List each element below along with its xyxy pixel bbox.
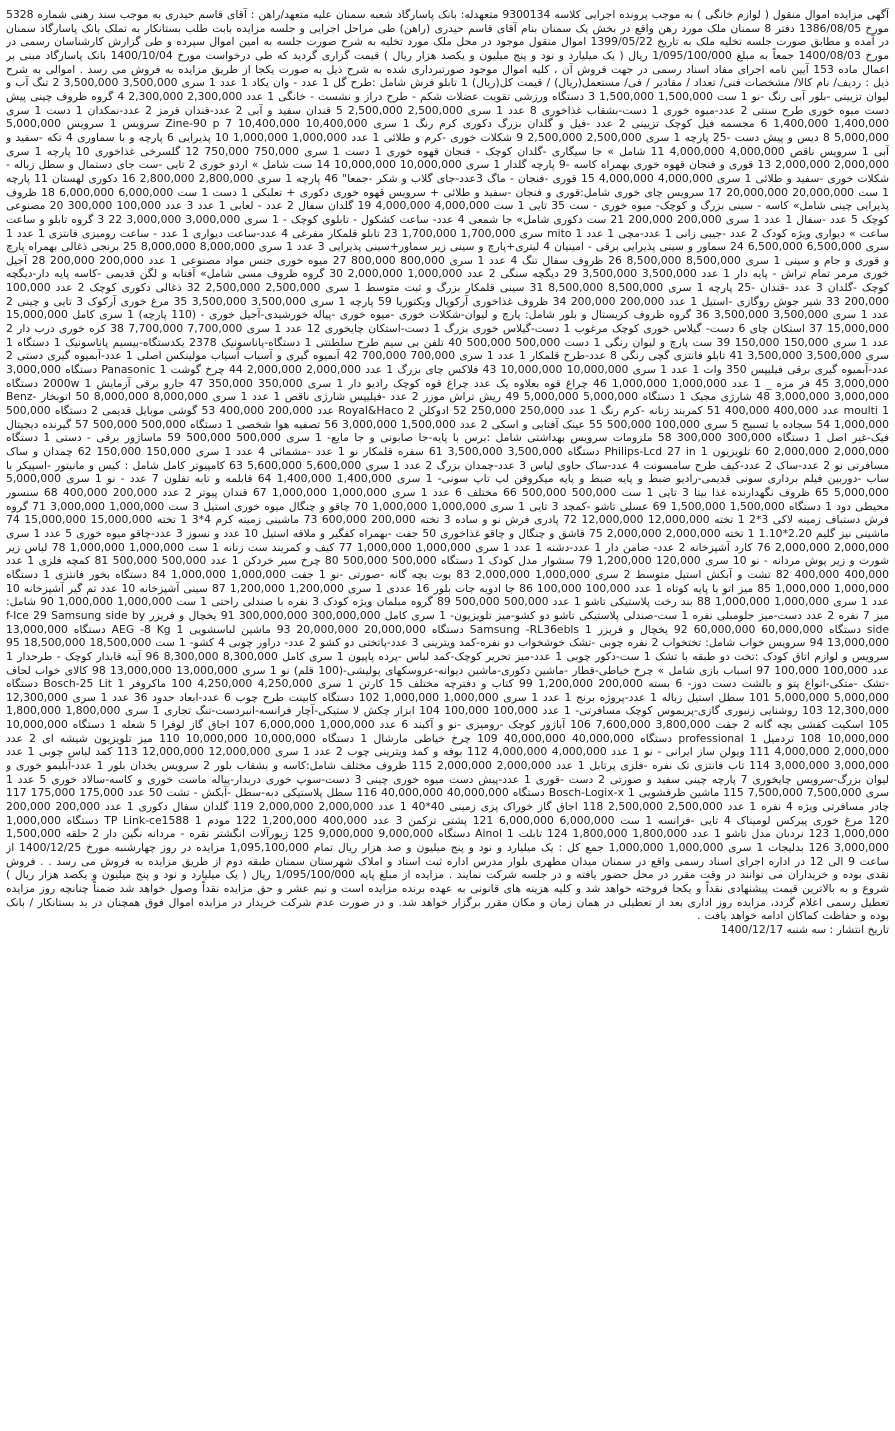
auction-notice bbox=[6, 8, 889, 1426]
notice-body: آگهی مزایده اموال منقول ( لوازم خانگی ) به موجب پرونده اجرایی کلاسه 9300134 متعهدله: بانک پاسارگاد شعبه سمنان علیه متعهد/راهن : آقای قاسم حیدری به موجب سند رهنی شماره 5328 مورخ 1386/08/05 دفتر 8 سمنان ملک مورد رهن واقع در بخش یک سمنان بنام آقای قاسم حیدری (راهن) طی مراحل اجرایی و جلسه مزایده بابت طلب بستانکار به تملک بانک پاسارگاد سمنان در آمده و مطابق صورت جلسه تخلیه ملک به تاریخ 1399/05/22 اموال منقول موجود در محل ملک مورد تخلیه به شرح صورت جلسه به امین اموال سپرده و طی گزارش کارشناسان رسمی در مورخ 1400/08/03 جمعاً به مبلغ 1/095/100/000 ریال ( یک میلیارد و نود و پنج میلیون و یکصد هزار ریال ) قیمت گزاری گردید که طی درخواست مورخ 1400/10/04 بانک پاسارگاد مبنی بر اعمال ماده 153 آیین نامه اجرای مفاد اسناد رسمی در جهت فروش آن ، کلیه اموال موجود صورتبرداری شده به شرح ذیل به صورت یکجا از طریق مزایده به فروش می رسد . اموالی به شرح ذیل : ردیف/ نام کالا/ مشخصات فنی/ تعداد / مقادیر / فی/ مستعمل(ریال) / قیمت کل(ریال) 1 تابلو فرش شامل :طرح گل 1 عدد - وان یکاد 1 عدد 1 سری 3,500,000 3,500,000 2 تنگ آب و لیوان تزیینی -بلور آبی رنگ -نو 1 ست 1,500,000 1,500,000 3 دستگاه ورزشی تقویت عضلات شکم - طرح دراز و نشست - خانگی 1 عدد 2,300,000 2,300,000 4 گروه ظروف چینی پیش دست میوه خوری طرح سنتی 2 عدد-میوه خوری 1 دست-بشقاب غذاخوری 8 عدد 1 سری 2,500,000 2,500,000 5 قندان سفید و آبی 2 عدد-قندان قرمز 2 عدد-نمکدان 1 دست 1 سری 1,400,000 1,400,000 6 مجسمه فیل کوچک تزیینی 2 عدد -فیل و گلدان بزرگ دکوری کرم رنگ 1 سری 10,400,000 10,400,000 7 Zine-90 p سرویس 1 سرویس 5,000,000 5,000,000 8 دیس و پیش دست -25 پارچه 1 سری 2,500,000 2,500,000 9 شکلات خوری -کرم و طلائی 1 عدد 1,000,000 1,000,000 10 پذیرایی 6 پارچه و با سماوری 4 تکه -سفید و آبی 1 سرویس ناقص 4,000,000 4,000,000 11 شامل » جا سیگاری -گلدان کوچک - فنجان قهوه خوری 1 دست 1 سری 750,000 750,000 12 گلسرخی غذاخوری 10 پارچه 1 سری 2,000,000 2,000,000 13 قوری و فنجان قهوه خوری بهمراه کاسه -9 پارچه گلدار 1 سری 10,000,000 10,000,000 14 ست شامل » اردو خوری 2 تایی -ست جای دستمال و سطل زباله - شکلات خوری -سفید و طلائی 1 سری 4,000,000 4,000,000 15 قوری -فنجان - ماگ 3عدد-جای گلاب و شکر -جمعا" 46 پارچه 1 سری 2,800,000 2,800,000 16 دکوری لهستان 11 پارچه 1 ست 20,000,000 20,000,000 17 سرویس چای خوری شامل:قوری و فنجان -سفید و طلائی + سرویس قهوه خوری دکوری + تعلبکی 1 دست 1 ست 6,000,000 6,000,000 18 ظروف پذیرایی چینی شامل» کاسه - سینی بزرگ و کوچک- میوه خوری - ست 35 تایی 1 ست 4,000,000 4,000,000 19 گلدان سفال 2 عدد - لعابی 1 عدد 3 عدد 100,000 300,000 20 مصنوعی کوچک 5 عدد -سفال 1 عدد 1 سری 200,000 200,000 21 ست دکوری شامل» جا شمعی 4 عدد- ساعت کشکول - تابلوی کوچک - 1 سری 3,000,000 3,000,000 22 3 گروه تابلو و ساعت ساعت » دیواری ویژه کودک 2 عدد -جیبی زانی 1 عدد-مچی 1 عدد mito 1 سری 1,700,000 1,700,000 23 تابلو قلمکار مفرغی 4 عدد-ساعت دیواری 1 عدد - ساعت رومیزی فانتزی 1 عدد 1 سری 6,500,000 6,500,000 24 سماور و سینی پذیرایی برقی - امینیان 4 لیتری+پارچ و سینی زیر سماور+سینی پذیرایی 3 عدد 1 سری 8,000,000 8,000,000 25 برنجی ذغالی بهمراه پارچ و قوری و جام و سینی 1 سری 8,500,000 8,500,000 26 ظروف سفال تنگ 4 عدد 1 سری 800,000 800,000 27 میوه خوری جنس مواد مصنوعی 1 عدد 200,000 200,000 28 آجیل خوری مرمر تمام تراش - پایه دار 1 عدد 3,500,000 3,500,000 29 دیگچه سنگی 2 عدد 1,000,000 2,000,000 30 گروه ظروف مسی شامل» آفتابه و لگن قدیمی -کاسه پایه دار-دیگچه کوچک -گلدان 3 عدد -قندان -25 پارچه 1 سری 8,500,000 8,500,000 31 سینی قلمکار بزرگ و ثبت متوسط 1 سری 2,500,000 2,500,000 32 ذغالی دکوری کوچک 2 عدد 100,000 200,000 33 شیر جوش روگازی -استیل 1 عدد 200,000 200,000 34 ظروف غذاخوری آرکوپال ویکتوریا 59 پارچه 1 سری 3,500,000 3,500,000 35 مرغ خوری آرکوک 3 تایی و چینی 2 عدد 1 سری 3,500,000 3,500,000 36 گروه ظروف کریستال و بلور شامل: پارچ و لیوان-شکلات خوری -میوه خوری -پیاله خورشیدی-آجیل خوری - (110 پارچه) 1 سری کامل 15,000,000 15,000,000 37 استکان چای 6 دست- گیلاس خوری کوچک مرغوب 1 دست-گیلاس خوری بزرگ 1 دست-استکان چایخوری 12 عدد 1 سری 7,700,000 7,700,000 38 کره خوری درب دار 2 عدد 1 سری 150,000 150,000 39 ست پارچ و لیوان رنگی 1 دست 500,000 500,000 40 تلفن بی سیم طرح سلطنتی 1 دستگاه-پاناسونیک 2378 یکدستگاه-بیسیم پاناسونیک 1 دستگاه 1 سری 3,500,000 3,500,000 41 تابلو فانتزی گچی رنگی 8 عدد-طرح قلمکار 1 عدد 1 سری 700,000 700,000 42 آبمیوه گیری و آسیاب آسیاب مولینکس اصلی 1 عدد-آبمیوه گیری دستی 2 عدد-آبمیوه گیری برقی فیلیپس 350 وات 1 عدد 1 سری 10,000,000 10,000,000 43 فلاکس چای بزرگ 1 عدد 2,000,000 2,000,000 44 چرخ گوشت Panasonic 1 دستگاه 3,000,000 3,000,000 45 فر مزه _ 1 عدد 1,000,000 1,000,000 46 چراغ قوه بعلاوه یک عدد چراغ قوه کوچک رادیو دار 1 سری 350,000 350,000 47 جارو برقی آزمایش 1 2000w دستگاه 3,000,000 3,000,000 48 شارژی مجیک 1 دستگاه 5,000,000 5,000,000 49 ریش تراش موزر 2 عدد -فیلیپس شارژی ناقص 1 عدد 1 سری 8,000,000 8,000,000 50 اتوبخار Benz-moulti 1 عدد 400,000 400,000 51 کمربند زنانه -کرم رنگ 1 عدد 250,000 250,000 52 ادوکلن Royal&Haco 2 عدد 200,000 400,000 53 گوشی موبایل قدیمی 2 دستگاه 500,000 1,000,000 54 سجاده با تسبیح 5 سری 100,000 500,000 55 عینک آفتابی و اسکی 2 عدد 1,500,000 3,000,000 56 تصفیه هوا شخصی 1 دستگاه 500,000 500,000 57 گیرنده دیجیتال فیک-غیر اصل 1 دستگاه 300,000 300,000 58 ملزومات سرویس بهداشتی شامل :برس با پایه-جا صابونی و جا مایع- 1 سری 500,000 500,000 59 ماساژور برقی - دستی 1 دستگاه 2,000,000 2,000,000 60 تلویزیون Philips-Lcd 27 in 1 دستگاه 3,500,000 3,500,000 61 سفره قلمکار نو 1 عدد -مشمائی 4 عدد 1 سری 150,000 150,000 62 چمدان و ساک مسافرتی نو 2 عدد-ساک 2 عدد-کیف طرح سامسونت 4 عدد-ساک حاوی لباس 3 عدد-چمدان بزرگ 2 عدد 1 سری 5,600,000 5,600,000 63 کامپیوتر کامل شامل : کیس و مانیتور -اسپیکر با ساب -دوربین فیلم برداری سونی قدیمی-رادیو ضبط و پایه ضبط و پایه میکروفن لپ تاپ سونی- 1 سری 1,400,000 1,400,000 64 قابلمه و تابه تفلون 7 عدد - نو 1 سری 5,000,000 5,000,000 65 ظروف نگهدارنده غذا بیتا 3 تایی 1 ست 500,000 500,000 66 مختلف 6 عدد 1 سری 1,000,000 1,000,000 67 قندان پیوتر 2 عدد 200,000 400,000 68 سنسور محیطی دود 1 دستگاه 1,500,000 1,500,000 69 عسلی تاشو -کمجد 3 تایی 1 سری 1,000,000 1,000,000 70 چاقو و چنگال میوه خوری استیل 3 ست 1,000,000 3,000,000 71 گروه فرش دستباف زمینه لاکی 3*2 1 تخته 12,000,000 12,000,000 72 پادری فرش نو و ساده 3 تخته 200,000 600,000 73 ماشینی زمینه کرم 4*3 1 تخته 15,000,000 15,000,000 74 ماشینی نیز گلیم 2.20*1.10 1 تخته 2,000,000 2,000,000 75 قاشق و چنگال و چاقو غذاخوری 50 جفت -بهمراه کفگیر و ملاقه استیل 10 عدد و نسوز 3 عدد-چاقو میوه خوری 5 عدد 1 سری 2,000,000 2,000,000 76 کارد آشپزخانه 2 عدد- ضامن دار 1 عدد-دشنه 1 عدد 1 سری 1,000,000 1,000,000 77 کیف و کمربند ست زنانه 1 ست 1,000,000 1,000,000 78 لباس زیر شورت و زیر پوش مردانه - نو 10 سری 120,000 1,200,000 79 سشوار مدل کودک 1 دستگاه 500,000 500,000 80 چرخ سیر خردکن 1 عدد 500,000 500,000 81 کمچه فلزی 1 عدد 400,000 400,000 82 تشت و آبکش استیل متوسط 2 سری 1,000,000 2,000,000 83 بوت بچه گانه -صورتی -نو 1 جفت 1,000,000 1,000,000 84 دستگاه بخور فانتزی 1 دستگاه 1,000,000 1,000,000 85 میز اتو با پایه کوتاه 1 عدد 100,000 100,000 86 جا ادویه جات بلور 16 عددی 1 سری 1,200,000 1,200,000 87 سینی آشپزخانه 10 عدد تم گیر آشپزخانه 10 عدد 1 سری 1,000,000 1,000,000 88 بند رخت پلاستیکی تاشو 1 عدد 500,000 500,000 89 گروه مبلمان ویژه کودک 3 نفره با صندلی راحتی 1 ست 1,000,000 1,000,000 90 شامل: میز 7 نفره 2 عدد دست-میز جلومبلی نفره 1 ست-صندلی پلاستیکی تاشو دو کشو-میز تلویزیون- 1 سری کامل 300,000,000 300,000,000 91 یخچال و فریزر f-Ice 29 Samsung side by side دستگاه 60,000,000 60,000,000 92 یخچال و فریزر Samsung -RL36ebls 1 دستگاه 20,000,000 20,000,000 93 ماشین لباسشویی AEG -8 Kg 1 دستگاه 13,000,000 13,000,000 94 سرویس خواب شامل: تختخواب 2 نفره چوبی -تشک خوشخواب دو نفره-کمد ویترینی 3 عدد-پاتختی دو کشو 2 عدد- دراور چوبی 4 کشو- 1 ست 18,500,000 18,500,000 95 سرویس و لوازم اتاق کودک :تخت دو طبقه با تشک 1 ست-دکور چوبی 1 عدد-میز تحریر کوچک-کمد لباس -پرده پاپیون 1 سری کامل 8,300,000 8,300,000 96 آینه قابدار کوچک - طرحدار 1 عدد 100,000 100,000 97 اسباب بازی شامل » چرخ خیاطی-قطار -ماشین دکوری-ماشین دیوانه-عروسکهای پولیشی-(100 قلم) نو 1 سری 13,000,000 13,000,000 98 کالای خواب لحاف -تشک -متکی-انواع پتو و بالشت دست دوز- 6 بسته 200,000 1,200,000 99 کتاب و دفترچه مختلف 15 کارتن 1 سری 4,250,000 4,250,000 100 ماکروفر Bosch-25 Lit 1 دستگاه 5,000,000 5,000,000 101 سطل استیل زباله 1 عدد-پروژه برنج 1 عدد 1 سری 1,000,000 1,000,000 102 دستگاه کابینت طرح چوب 6 عدد-ابعاد حدود 36 عدد 1 سری 12,300,000 12,300,000 103 روشنایی زنبوری گازی-پریموس کوچک مسافرتی- 1 عدد 100,000 100,000 104 ابزار چکش لا ستیکی-آچار فرانسه-انبردست-تنگ تجاری 1 سری 1,800,000 1,800,000 105 اسکیت کفشی بچه گانه 2 جفت 3,800,000 7,600,000 106 آباژور کوچک -رومیزی -نو و آکبند 6 عدد 1,000,000 6,000,000 107 اجاق گاز لوفرا 5 شعله 1 دستگاه 10,000,000 10,000,000 108 تردمیل professional 1 دستگاه 40,000,000 40,000,000 109 چرخ خیاطی مارشال 1 دستگاه 10,000,000 10,000,000 110 میز تلویزیون شیشه ای 2 عدد 2,000,000 4,000,000 111 ویولن ساز ایرانی - نو 1 عدد 4,000,000 4,000,000 112 بوفه و کمد ویترینی چوب 2 عدد 1 سری 12,000,000 12,000,000 113 کمد لباس چوبی 1 عدد 3,000,000 3,000,000 114 تاب فانتزی تک نفره -فلزی پرتابل 1 عدد 2,000,000 2,000,000 115 ظروف مختلف شامل:کاسه و بشقاب بلور 2 سرویس یخدان بلور 1 عدد-آبلیمو خوری و لیوان بزرگ-سرویس چایخوری 7 پارچه چینی سفید و صورتی 2 دست -قوری 1 عدد-پیش دست میوه خوری چینی 3 دست-سوپ خوری دربدار-پیاله ماست خوری و کاسه-سالاد خوری 5 عدد 1 سری 7,500,000 7,500,000 115 ماشین ظرفشویی Bosch-Logix-x 1 دستگاه 40,000,000 40,000,000 116 سطل پلاستیکی دبه-سطل -آبکش - تشت 50 عدد 175,000 175,000 117 چادر مسافرتی ویژه 4 نفره 1 عدد 2,500,000 2,500,000 118 اجاق گاز خوراک پزی زمینی 40*40 1 عدد 2,000,000 2,000,000 119 گلدان سفال دکوری 1 عدد 200,000 200,000 120 مرغ خوری پیرکس لومیناک 4 تایی -فرانسه 1 ست 6,000,000 6,000,000 121 پشتی ترکمن 3 عدد 400,000 1,200,000 122 مودم TP Link-ce1588 1 دستگاه 1,000,000 1,000,000 123 نردبان مدل تاشو 1 عدد 1,800,000 1,800,000 124 تابلت Ainol 1 دستگاه 9,000,000 9,000,000 125 زیورآلات انگشتر نقره - مردانه نگین دار 2 حلقه 1,500,000 3,000,000 126 بدلیجات 1 سری 1,000,000 1,000,000 جمع کل : یک میلیارد و نود و پنج میلیون و صد هزار ریال تمام 1,095,100,000 مزایده در روز چهارشنبه مورخ 1400/12/25 از ساعت 9 الی 12 در اداره اجرای اسناد رسمی واقع در سمنان میدان مطهری بلوار مدرس اداره ثبت اسناد و املاک شهرستان سمنان طبقه دوم از طریق مزایده به فروش می رسد . . فروش نقدی بوده و خریداران می توانند در وقت مقرر در محل حضور یافته و در جلسه شرکت نمایند . مزایده از مبلغ پایه 1/095/100/000 ریال ( یک میلیارد و نود و پنج میلیون و یکصد هزار ریال ) شروع و به بالاترین قیمت پیشنهادی نقداً و یکجا فروخته خواهد شد و کلیه هزینه های قانونی به عهده برنده مزایده است و نیم عشر و حق مزایده نقداً وصول خواهد شد ضمناً چنانچه روز مزایده تعطیل رسمی اعلام گردد، مزایده روز اداری بعد از تعطیلی در همان زمان و مکان مقرر برگزار خواهد شد. و در صورت عدم شرکت خریدار در مزایده اموال فوق همچنان در ید بستانکار / بانک بوده و حفاظت کماکان ادامه خواهد یافت . bbox=[6, 8, 889, 923]
publish-date: تاریخ انتشار : سه شنبه 1400/12/17 bbox=[720, 922, 889, 936]
